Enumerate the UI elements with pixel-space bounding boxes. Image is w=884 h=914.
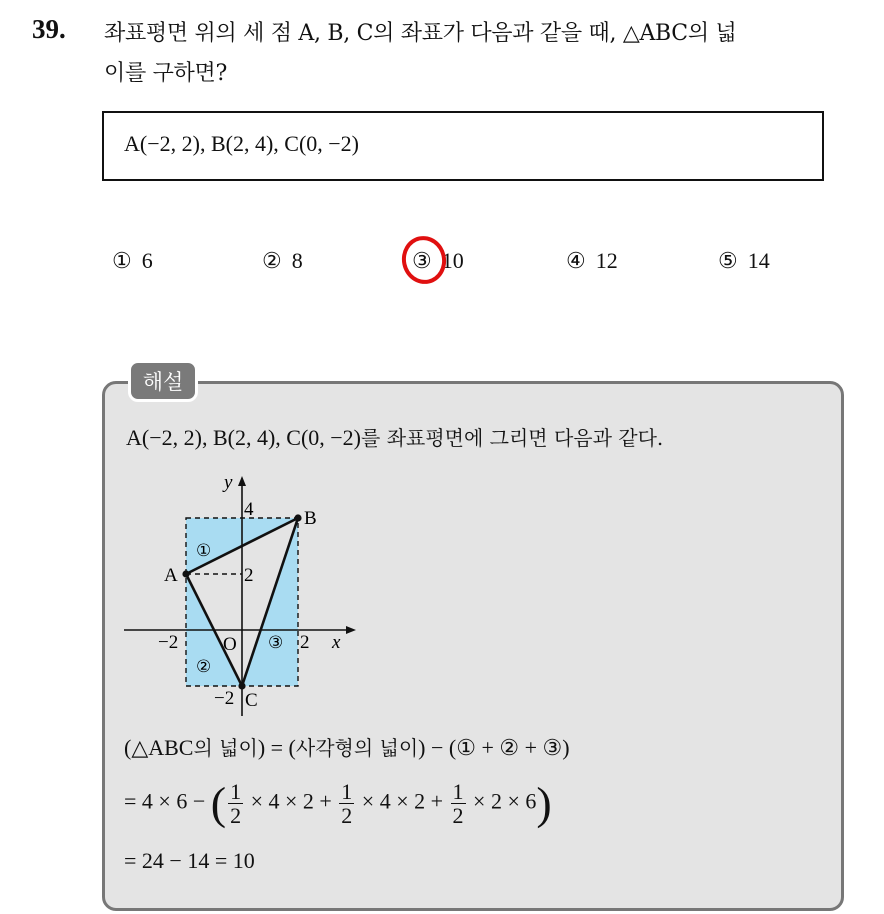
- fraction-2-den: 2: [341, 803, 353, 829]
- left-paren: (: [210, 777, 227, 829]
- choice-4[interactable]: [566, 248, 618, 274]
- eq1-mid: ) = (: [257, 735, 296, 760]
- tick-x2: 2: [300, 632, 310, 653]
- choice-2-marker: ②: [262, 248, 282, 273]
- choice-1-marker: ①: [112, 248, 132, 273]
- eq2-term2: × 4 × 2 +: [361, 788, 444, 814]
- region-3-label: ③: [268, 633, 284, 652]
- tick-y4: 4: [244, 499, 254, 520]
- choice-2[interactable]: [262, 248, 303, 274]
- point-b-dot: [294, 514, 301, 521]
- choice-5[interactable]: [718, 248, 770, 274]
- choice-4-marker: ④: [566, 248, 586, 273]
- right-paren: ): [536, 777, 552, 829]
- eq2-term3: × 2 × 6: [473, 788, 537, 814]
- fraction-3-den: 2: [452, 803, 464, 829]
- choice-3-marker: ③: [412, 248, 432, 273]
- answer-circle-mark: [397, 232, 450, 288]
- solution-intro-math: A(−2, 2), B(2, 4), C(0, −2): [126, 425, 362, 450]
- solution-tag: 해설: [128, 360, 198, 402]
- question-number: 39.: [32, 14, 66, 44]
- question-text: [104, 14, 864, 94]
- region-1-label: ①: [196, 541, 212, 560]
- y-axis-arrow: [238, 476, 246, 486]
- equation-line-2: [124, 777, 552, 829]
- point-c-label: C: [245, 690, 258, 711]
- given-coordinates: A(−2, 2), B(2, 4), C(0, −2): [124, 131, 360, 156]
- x-axis-label: x: [332, 632, 341, 653]
- fraction-2: [339, 780, 354, 827]
- fraction-1-den: 2: [230, 803, 242, 829]
- point-c-dot: [238, 682, 245, 689]
- origin-label: O: [223, 634, 237, 655]
- solution-intro-text: 를 좌표평면에 그리면 다음과 같다.: [361, 426, 664, 450]
- tick-xm2: −2: [158, 632, 179, 653]
- eq2-term1: × 4 × 2 +: [250, 788, 332, 814]
- eq1-kr2: 사각형의 넓이: [295, 736, 419, 760]
- point-a-dot: [182, 570, 189, 577]
- eq2-start: = 4 × 6 −: [124, 788, 206, 814]
- point-a-label: A: [164, 565, 178, 586]
- eq1-kr1: 의 넓이: [193, 736, 258, 760]
- choice-5-marker: ⑤: [718, 248, 738, 273]
- fraction-3: [451, 780, 466, 827]
- given-box: [102, 111, 824, 181]
- eq1-open: (△ABC: [124, 735, 194, 760]
- choice-1[interactable]: [112, 248, 153, 274]
- y-axis-label: y: [224, 472, 233, 493]
- fraction-1: [228, 780, 243, 827]
- x-axis-arrow: [346, 626, 356, 634]
- choice-4-value: 12: [595, 248, 618, 273]
- question-text-line2: 이를 구하면?: [104, 61, 227, 86]
- solution-intro: [126, 422, 663, 451]
- fraction-2-num: 1: [341, 779, 353, 804]
- fraction-1-num: 1: [230, 779, 242, 804]
- choice-5-value: 14: [747, 248, 770, 273]
- eq1-end: ) − (① + ② + ③): [418, 735, 570, 760]
- region-2-label: ②: [196, 657, 212, 676]
- fraction-3-num: 1: [452, 779, 464, 804]
- tick-ym2: −2: [214, 688, 235, 709]
- equation-line-1: [124, 732, 570, 761]
- choice-2-value: 8: [291, 248, 303, 273]
- tick-y2: 2: [244, 565, 254, 586]
- point-b-label: B: [304, 508, 317, 529]
- choice-3-value: 10: [441, 248, 464, 273]
- equation-line-3: = 24 − 14 = 10: [124, 848, 255, 873]
- question-text-line1: 좌표평면 위의 세 점 A, B, C의 좌표가 다음과 같을 때, △ABC의 넓: [104, 21, 737, 46]
- choice-1-value: 6: [141, 248, 153, 273]
- coordinate-graph: [120, 466, 370, 722]
